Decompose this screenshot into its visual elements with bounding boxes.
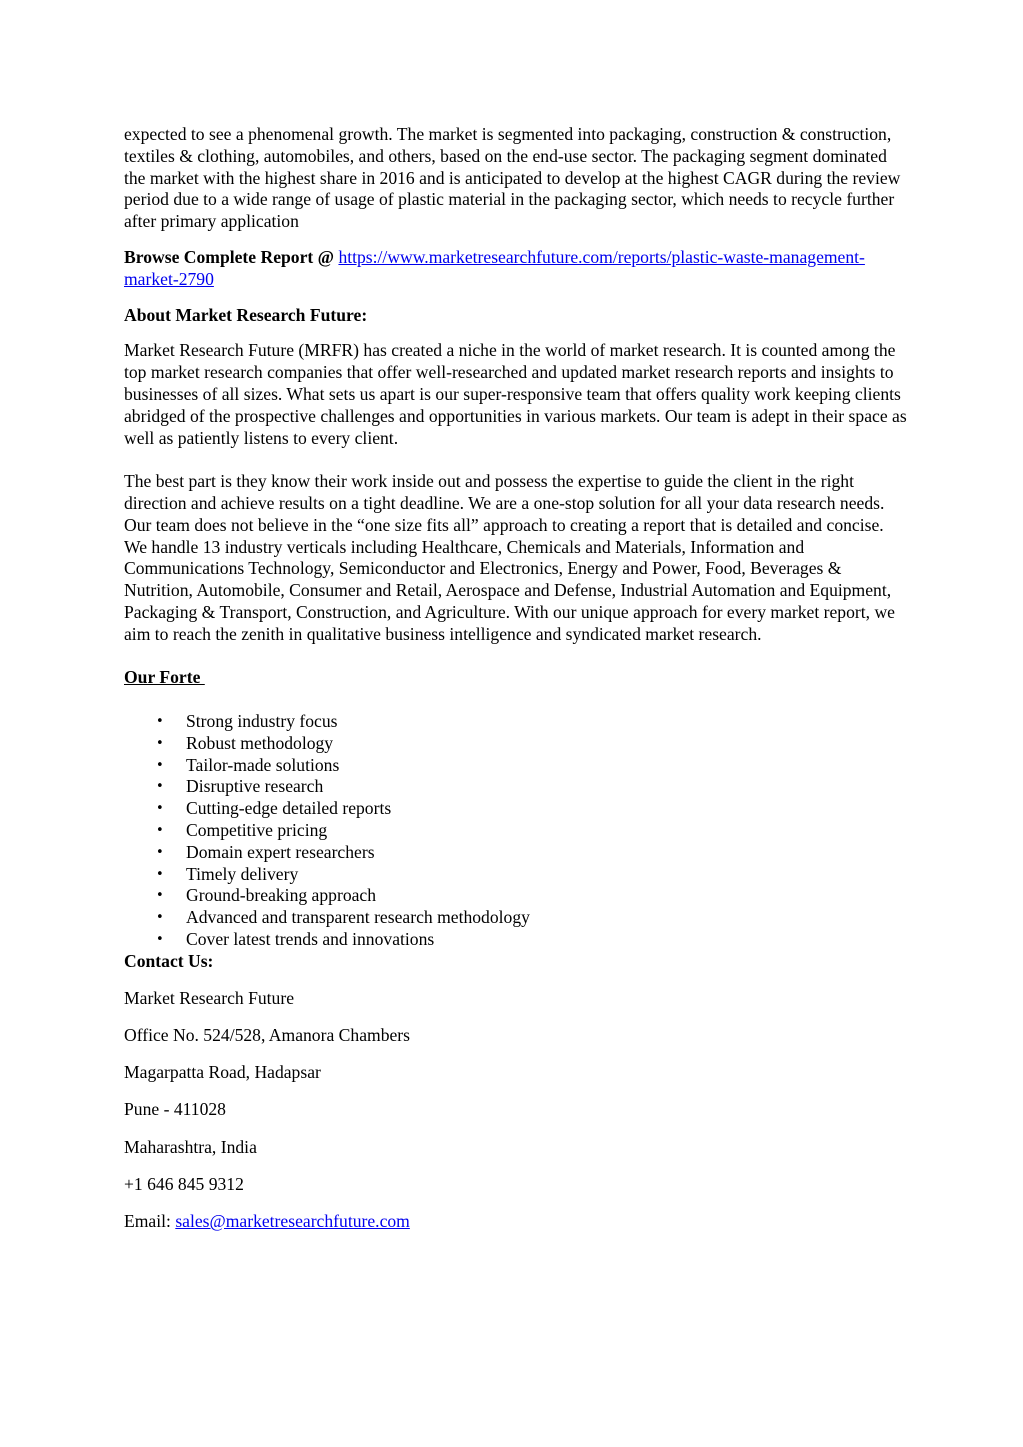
list-item [124,755,908,777]
bullet-icon: • [156,888,164,904]
contact-company: Market Research Future [124,987,295,1008]
report-link[interactable]: https://www.marketresearchfuture.com/reports/plastic-waste-management-market-2790 [124,246,865,289]
contact-state: Maharashtra, India [124,1136,257,1157]
about-heading: About Market Research Future: [124,304,368,325]
list-item [124,929,908,951]
list-item [124,733,908,755]
list-item-label: Competitive pricing [186,819,328,840]
list-item [124,907,908,929]
list-item-label: Domain expert researchers [186,841,375,862]
contact-phone: +1 646 845 9312 [124,1173,244,1194]
bullet-icon: • [156,801,164,817]
document-page [124,124,908,1248]
contact-heading: Contact Us: [124,950,214,971]
intro-paragraph: expected to see a phenomenal growth. The market is segmented into packaging, construction & construction, textiles & clothing, automobiles, and others, based on the end-use sector. The packaging segment dominated the market with the highest share in 2016 and is anticipated to develop at the highest CAGR during the review period due to a wide range of usage of plastic material in the packaging sector, which needs to recycle further after primary application [124,124,901,232]
list-item [124,798,908,820]
contact-road: Magarpatta Road, Hadapsar [124,1062,321,1083]
list-item [124,820,908,842]
list-item-label: Cutting-edge detailed reports [186,798,392,819]
about-paragraph-2: The best part is they know their work inside out and possess the expertise to guide the client in the right direction and achieve results on a tight deadline. We are a one-stop solution for all your data research needs. Our team does not believe in the “one size fits all” approach to creating a report that is detailed and concise. We handle 13 industry verticals including Healthcare, Chemicals and Materials, Information and Communications Technology, Semiconductor and Electronics, Energy and Power, Food, Beverages & Nutrition, Automobile, Consumer and Retail, Aerospace and Defense, Industrial Automation and Equipment, Packaging & Transport, Construction, and Agriculture. With our unique approach for every market report, we aim to reach the zenith in qualitative business intelligence and syndicated market research. [124,471,895,644]
browse-report-label: Browse Complete Report @ [124,246,335,267]
bullet-icon: • [156,910,164,926]
bullet-icon: • [156,757,164,773]
bullet-icon: • [156,713,164,729]
forte-list [124,711,908,951]
bullet-icon: • [156,931,164,947]
bullet-icon: • [156,844,164,860]
browse-report-line [124,247,908,291]
bullet-icon: • [156,866,164,882]
about-paragraph-1: Market Research Future (MRFR) has created a niche in the world of market research. It is counted among the top market research companies that offer well-researched and updated market research reports and insights to businesses of all sizes. What sets us apart is our super-responsive team that offers quality work keeping clients abridged of the prospective challenges and opportunities in various markets. Our team is adept in their space as well as patiently listens to every client. [124,340,907,448]
list-item [124,842,908,864]
contact-email-link[interactable]: sales@marketresearchfuture.com [175,1211,410,1231]
list-item-label: Advanced and transparent research methodology [186,907,530,928]
list-item [124,776,908,798]
list-item [124,711,908,733]
bullet-icon: • [156,779,164,795]
contact-email-label: Email: [124,1211,176,1231]
list-item-label: Strong industry focus [186,710,338,731]
contact-email-line [124,1211,908,1233]
bullet-icon: • [156,822,164,838]
list-item-label: Robust methodology [186,732,334,753]
bullet-icon: • [156,735,164,751]
list-item-label: Disruptive research [186,776,324,797]
list-item-label: Ground-breaking approach [186,885,377,906]
forte-heading: Our Forte [124,667,205,688]
list-item [124,864,908,886]
list-item-label: Timely delivery [186,863,299,884]
contact-office: Office No. 524/528, Amanora Chambers [124,1025,411,1046]
list-item-label: Tailor-made solutions [186,754,340,775]
contact-city: Pune - 411028 [124,1099,226,1120]
list-item-label: Cover latest trends and innovations [186,928,435,949]
list-item [124,885,908,907]
